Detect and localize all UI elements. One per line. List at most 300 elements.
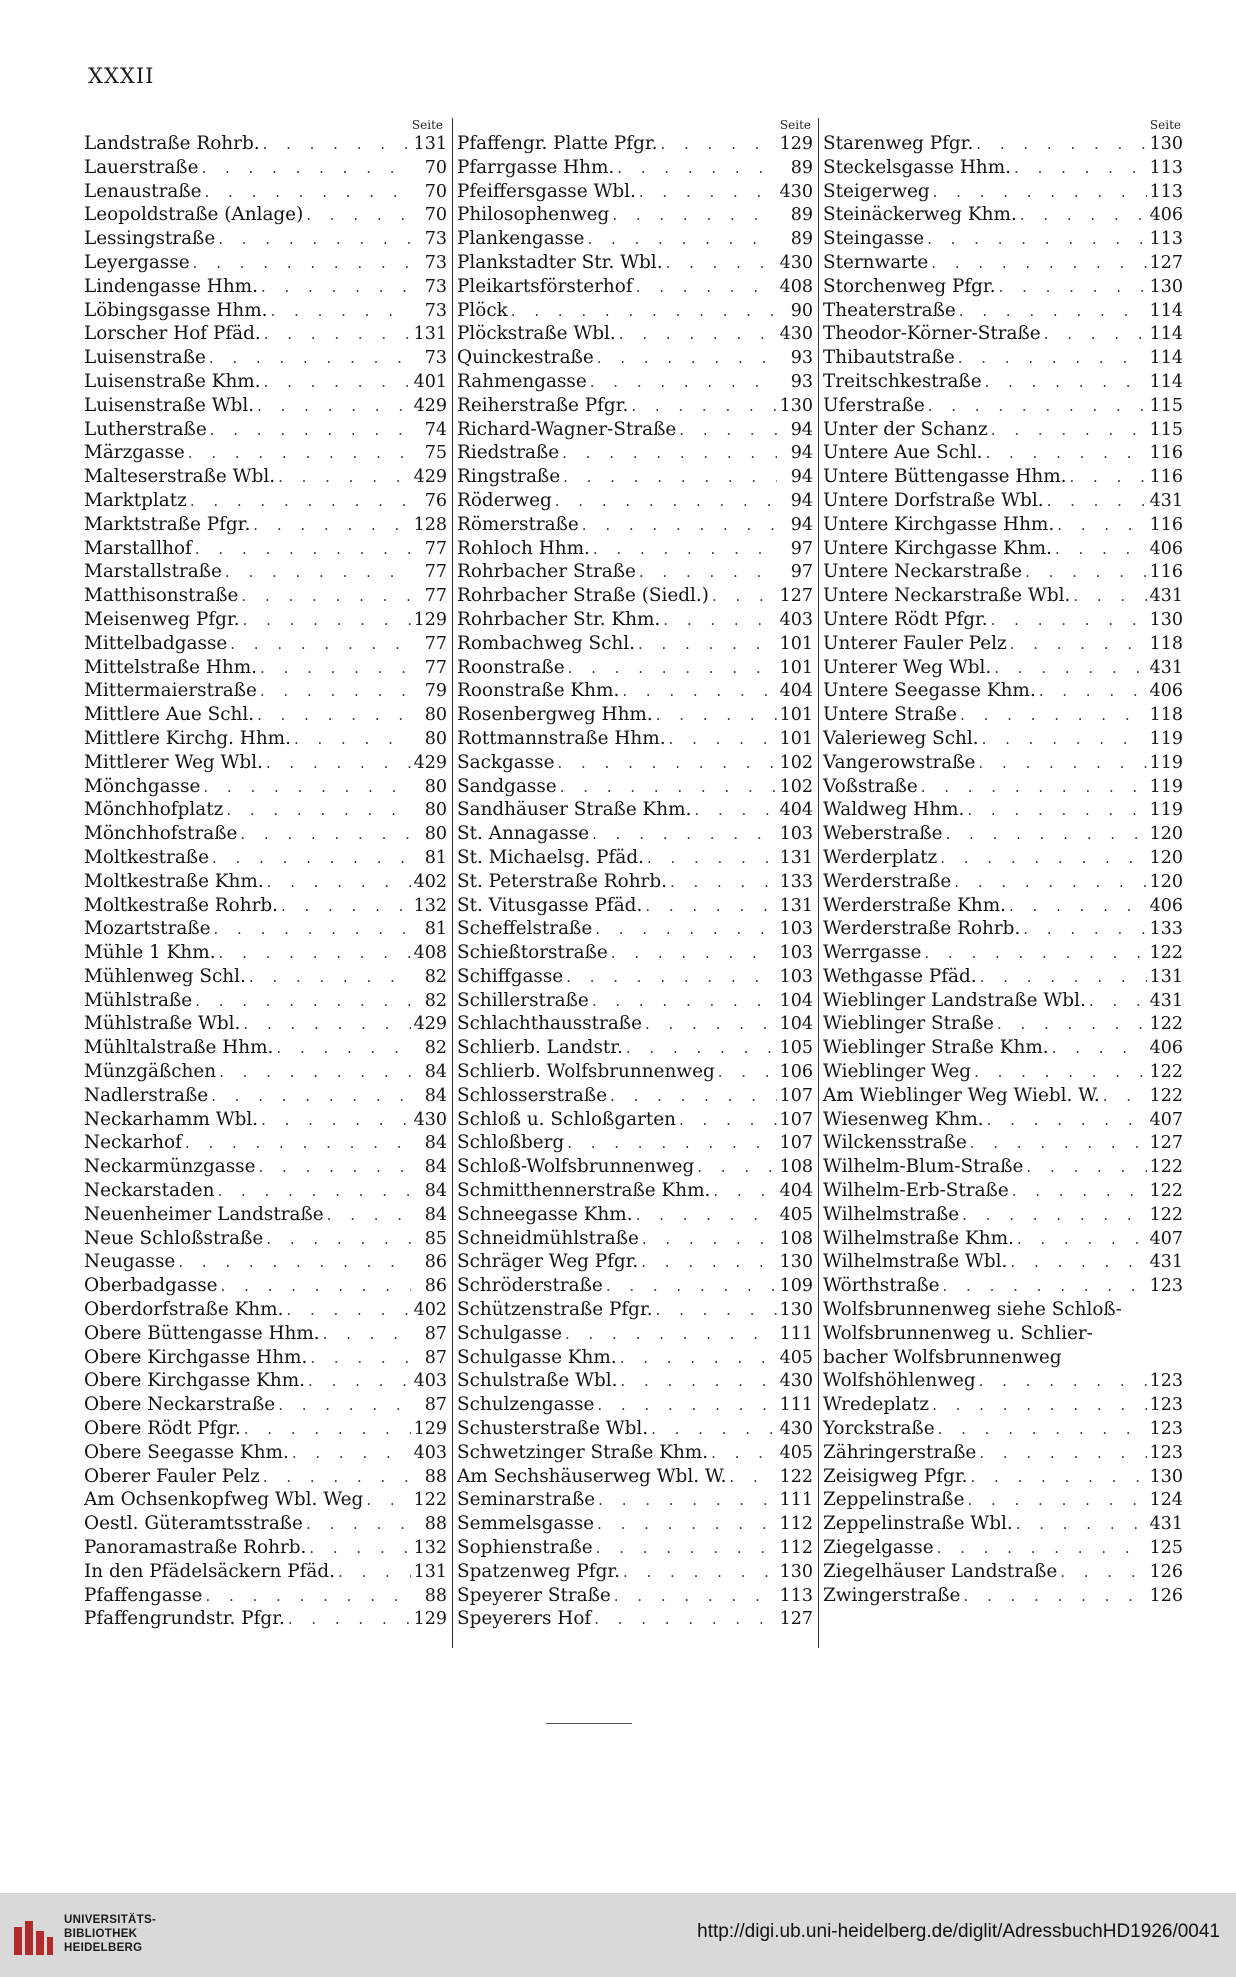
street-entry — [819, 989, 1183, 1013]
street-entry — [84, 1346, 447, 1370]
leader-dots — [258, 1109, 411, 1132]
page-reference: 431 — [1149, 490, 1183, 511]
street-name: Schneidmühlstraße — [457, 1227, 639, 1249]
leader-dots — [1067, 466, 1147, 489]
leader-dots — [710, 1180, 777, 1203]
street-entry — [453, 489, 813, 513]
page-reference: 404 — [779, 681, 813, 702]
street-index-column-2 — [452, 118, 813, 1648]
leader-dots — [216, 942, 411, 965]
leader-dots — [1006, 895, 1147, 918]
street-entry — [819, 679, 1183, 703]
leader-dots — [691, 799, 777, 822]
street-entry — [819, 1108, 1183, 1132]
street-entry — [819, 275, 1183, 299]
street-name: Mittlere Kirchg. Hhm. — [84, 727, 291, 749]
leader-dots — [590, 538, 777, 561]
library-logo-icon — [12, 1919, 54, 1957]
leader-dots — [261, 323, 411, 346]
page-reference: 106 — [779, 1062, 813, 1083]
street-name: Lenaustraße — [84, 180, 202, 202]
page-reference: 88 — [424, 1466, 447, 1487]
leader-dots — [303, 1513, 411, 1536]
page-reference: 406 — [1149, 895, 1183, 916]
leader-dots — [289, 1442, 411, 1465]
street-name: Wieblinger Straße — [823, 1013, 994, 1035]
street-name: Pfaffengasse — [84, 1584, 203, 1606]
page-reference: 129 — [413, 1609, 447, 1630]
footer-bar — [0, 1893, 1236, 1977]
page-reference: 403 — [413, 1442, 447, 1463]
street-entry — [453, 1512, 813, 1536]
leader-dots — [1054, 514, 1147, 537]
page-reference: 103 — [779, 824, 813, 845]
leader-dots — [1020, 918, 1147, 941]
street-name: Theaterstraße — [823, 299, 956, 321]
street-entry — [819, 727, 1183, 751]
street-name: Schusterstraße Wbl. — [457, 1418, 649, 1440]
street-name: Schloßberg — [457, 1132, 565, 1154]
page-reference: 114 — [1149, 324, 1183, 345]
street-entry — [819, 798, 1183, 822]
page-reference: 88 — [424, 1514, 447, 1535]
page-reference: 84 — [424, 1157, 447, 1178]
leader-dots — [261, 371, 411, 394]
street-entry — [84, 965, 447, 989]
street-entry — [819, 775, 1183, 799]
leader-dots — [653, 704, 777, 727]
page-reference: 113 — [1149, 181, 1183, 202]
street-name: Schillerstraße — [457, 989, 589, 1011]
page-reference: 85 — [424, 1228, 447, 1249]
leader-dots — [508, 300, 777, 323]
street-entry — [453, 1607, 813, 1631]
leader-dots — [218, 1275, 411, 1298]
page-reference: 122 — [1149, 1204, 1183, 1225]
street-entry — [819, 346, 1183, 370]
street-name: Oberbadgasse — [84, 1275, 218, 1297]
street-name: St. Peterstraße Rohrb. — [457, 870, 667, 892]
page-reference: 430 — [779, 1419, 813, 1440]
leader-dots — [1022, 561, 1147, 584]
street-entry — [84, 798, 447, 822]
leader-dots — [185, 442, 411, 465]
street-name: Obere Seegasse Khm. — [84, 1441, 289, 1463]
street-name: Neckarmünzgasse — [84, 1156, 256, 1178]
page-reference: 407 — [1149, 1228, 1183, 1249]
page-reference: 102 — [779, 776, 813, 797]
leader-dots — [200, 776, 411, 799]
page-reference: 108 — [779, 1228, 813, 1249]
page-reference: 404 — [779, 1181, 813, 1202]
page-reference: 82 — [424, 990, 447, 1011]
page-reference: 132 — [413, 1538, 447, 1559]
street-entry — [84, 1322, 447, 1346]
street-name: Am Wieblinger Weg Wiebl. W. — [823, 1084, 1100, 1106]
page-reference: 406 — [1149, 205, 1183, 226]
leader-dots — [951, 871, 1147, 894]
leader-dots — [594, 1394, 777, 1417]
street-name: Werderstraße Rohrb. — [823, 918, 1021, 940]
leader-dots — [1009, 1180, 1147, 1203]
street-entry — [84, 727, 447, 751]
page-reference: 126 — [1149, 1585, 1183, 1606]
page-reference: 402 — [413, 871, 447, 892]
page-reference: 127 — [1149, 1133, 1183, 1154]
street-name: Weberstraße — [823, 823, 943, 845]
leader-dots — [635, 633, 777, 656]
street-entry — [819, 1274, 1183, 1298]
street-name: Speyerers Hof — [457, 1608, 592, 1630]
street-entry — [819, 751, 1183, 775]
leader-dots — [984, 1109, 1147, 1132]
page-reference: 104 — [779, 990, 813, 1011]
street-name: Schlachthausstraße — [457, 1013, 642, 1035]
street-name: Neugasse — [84, 1251, 176, 1273]
leader-dots — [943, 823, 1148, 846]
street-name: Matthisonstraße — [84, 585, 239, 607]
leader-dots — [254, 704, 411, 727]
street-name: Plöckstraße Wbl. — [457, 323, 616, 345]
page-reference: 116 — [1149, 467, 1183, 488]
page-reference: 112 — [779, 1514, 813, 1535]
street-entry — [453, 1012, 813, 1036]
leader-dots — [216, 1061, 411, 1084]
street-name: Am Sechshäuserweg Wbl. W. — [457, 1465, 727, 1487]
page-reference: 84 — [424, 1181, 447, 1202]
leader-dots — [726, 1466, 777, 1489]
street-entry — [819, 1155, 1183, 1179]
street-entry — [84, 632, 447, 656]
street-name: Wieblinger Landstraße Wbl. — [823, 989, 1086, 1011]
street-name: Mittermaierstraße — [84, 680, 257, 702]
leader-dots — [275, 466, 411, 489]
street-entry — [84, 537, 447, 561]
street-entry — [84, 1488, 447, 1512]
street-entry — [453, 251, 813, 275]
street-entry — [819, 941, 1183, 965]
street-entry — [84, 299, 447, 323]
street-name: Oberer Fauler Pelz — [84, 1465, 260, 1487]
street-name: Untere Neckarstraße Wbl. — [823, 585, 1071, 607]
leader-dots — [363, 1489, 411, 1512]
street-name: Schulzengasse — [457, 1394, 595, 1416]
street-entry — [84, 251, 447, 275]
street-entry — [819, 584, 1183, 608]
column-header: Seite — [411, 118, 443, 132]
street-name: Unter der Schanz — [823, 418, 988, 440]
page-reference: 123 — [1149, 1419, 1183, 1440]
leader-dots — [589, 823, 777, 846]
street-entry — [84, 917, 447, 941]
leader-dots — [644, 847, 777, 870]
page-reference: 86 — [424, 1252, 447, 1273]
street-name: Nadlerstraße — [84, 1084, 209, 1106]
leader-dots — [1007, 633, 1147, 656]
leader-dots — [937, 847, 1147, 870]
leader-dots — [975, 752, 1147, 775]
street-name: Lindengasse Hhm. — [84, 275, 258, 297]
street-name: Scheffelstraße — [457, 918, 593, 940]
leader-dots — [928, 252, 1147, 275]
street-name: Pfaffengr. Platte Pfgr. — [457, 133, 658, 154]
page-reference: 122 — [779, 1466, 813, 1487]
street-name: Yorckstraße — [823, 1418, 935, 1440]
leader-dots — [988, 419, 1147, 442]
street-index-column-1 — [84, 118, 447, 1648]
library-name — [64, 1913, 156, 1955]
street-entry — [84, 1108, 447, 1132]
street-entry — [84, 1393, 447, 1417]
page-reference: 116 — [1149, 514, 1183, 535]
street-name: Schulgasse — [457, 1322, 562, 1344]
leader-dots — [257, 680, 411, 703]
street-name: Semmelsgasse — [457, 1513, 595, 1535]
page-reference: 70 — [424, 205, 447, 226]
page-reference: 73 — [424, 229, 447, 250]
street-name: Richard-Wagner-Straße — [457, 418, 677, 440]
street-name: Neue Schloßstraße — [84, 1227, 264, 1249]
street-name: Schneegasse Khm. — [457, 1203, 633, 1225]
street-name: Unterer Fauler Pelz — [823, 632, 1007, 654]
street-entry — [453, 870, 813, 894]
page-reference: 93 — [790, 371, 813, 392]
leader-dots — [260, 1466, 411, 1489]
page-reference: 119 — [1149, 776, 1183, 797]
street-name: Rottmannstraße Hhm. — [457, 727, 666, 749]
leader-dots — [996, 276, 1147, 299]
street-name: Luisenstraße Khm. — [84, 370, 261, 392]
street-name: Voßstraße — [823, 775, 918, 797]
street-entry — [453, 679, 813, 703]
street-name: Lorscher Hof Pfäd. — [84, 323, 261, 345]
street-entry — [819, 846, 1183, 870]
street-entry — [453, 1274, 813, 1298]
street-name: Rohrbacher Straße (Siedl.) — [457, 585, 709, 607]
street-entry — [819, 1465, 1183, 1489]
page-reference: 115 — [1149, 395, 1183, 416]
street-entry — [819, 132, 1183, 156]
page-reference: 122 — [1149, 1157, 1183, 1178]
page-reference: 404 — [779, 800, 813, 821]
leader-dots — [653, 1299, 777, 1322]
street-name: Mittelstraße Hhm. — [84, 656, 258, 678]
street-entry — [453, 322, 813, 346]
leader-dots — [940, 1275, 1147, 1298]
street-name: Philosophenweg — [457, 204, 610, 226]
street-entry — [453, 537, 813, 561]
leader-dots — [591, 1608, 777, 1631]
leader-dots — [565, 657, 777, 680]
street-name: Sackgasse — [457, 751, 555, 773]
source-url-link[interactable]: http://digi.ub.uni-heidelberg.de/diglit/AdressbuchHD1926/0041 — [697, 1921, 1220, 1942]
street-entry — [84, 1036, 447, 1060]
street-name: Wilhelm-Erb-Straße — [823, 1180, 1009, 1202]
street-name: Ringstraße — [457, 466, 561, 488]
street-entry — [453, 1227, 813, 1251]
leader-dots — [964, 799, 1147, 822]
street-entry — [453, 917, 813, 941]
street-entry — [453, 656, 813, 680]
street-name: Wredeplatz — [823, 1394, 930, 1416]
leader-dots — [560, 466, 777, 489]
street-entry — [84, 1012, 447, 1036]
street-name: Steigerweg — [823, 180, 930, 202]
entry-list — [819, 132, 1183, 1607]
street-name: Werderplatz — [823, 846, 938, 868]
street-name: Wethgasse Pfäd. — [823, 965, 977, 987]
street-entry — [453, 513, 813, 537]
page-reference: 94 — [790, 443, 813, 464]
street-entry — [819, 656, 1183, 680]
leader-dots — [579, 514, 777, 537]
leader-dots — [660, 609, 777, 632]
street-entry — [819, 1203, 1183, 1227]
page-reference: 77 — [424, 633, 447, 654]
leader-dots — [595, 1489, 777, 1512]
street-entry — [453, 441, 813, 465]
page-reference: 105 — [779, 1038, 813, 1059]
leader-dots — [666, 728, 777, 751]
leader-dots — [278, 895, 411, 918]
street-entry — [819, 1441, 1183, 1465]
street-entry — [84, 465, 447, 489]
street-name: Oberdorfstraße Khm. — [84, 1299, 284, 1321]
street-name: Wilckensstraße — [823, 1132, 967, 1154]
leader-dots — [960, 1585, 1147, 1608]
leader-dots — [607, 1085, 777, 1108]
leader-dots — [642, 1013, 777, 1036]
street-name: Zeppelinstraße — [823, 1489, 965, 1511]
street-name: Wolfsbrunnenweg u. Schlier- — [823, 1322, 1093, 1344]
street-entry — [453, 1369, 813, 1393]
leader-dots — [256, 1156, 412, 1179]
street-entry — [453, 798, 813, 822]
street-entry — [819, 1536, 1183, 1560]
leader-dots — [1036, 680, 1147, 703]
page-reference: 120 — [1149, 871, 1183, 892]
leader-dots — [241, 1418, 411, 1441]
leader-dots — [240, 1013, 411, 1036]
leader-dots — [206, 347, 411, 370]
page-reference: 84 — [424, 1133, 447, 1154]
street-name: Röderweg — [457, 489, 552, 511]
street-entry — [453, 1560, 813, 1584]
page-reference: 129 — [779, 134, 813, 154]
page-reference: 124 — [1149, 1490, 1183, 1511]
street-name: Mönchgasse — [84, 775, 201, 797]
page-reference: 101 — [779, 705, 813, 726]
street-entry — [84, 1512, 447, 1536]
street-entry — [84, 775, 447, 799]
page-reference: 74 — [424, 419, 447, 440]
leader-dots — [617, 1347, 777, 1370]
page-reference: 77 — [424, 657, 447, 678]
street-name: Reiherstraße Pfgr. — [457, 394, 629, 416]
page-reference: 114 — [1149, 300, 1183, 321]
leader-dots — [623, 1037, 777, 1060]
street-entry — [84, 180, 447, 204]
page-reference: 113 — [1149, 157, 1183, 178]
street-entry — [84, 322, 447, 346]
street-entry — [453, 275, 813, 299]
leader-dots — [636, 181, 777, 204]
street-name: Zähringerstraße — [823, 1441, 977, 1463]
page-reference: 401 — [413, 371, 447, 392]
page-reference: 431 — [1149, 657, 1183, 678]
page-reference: 405 — [779, 1347, 813, 1368]
leader-dots — [260, 133, 411, 156]
page-reference: 122 — [1149, 1014, 1183, 1035]
leader-dots — [264, 871, 411, 894]
street-name: Steckelsgasse Hhm. — [823, 156, 1012, 178]
street-name: Neckarhamm Wbl. — [84, 1108, 259, 1130]
street-entry — [453, 727, 813, 751]
page-reference: 429 — [413, 467, 447, 488]
page-reference: 109 — [779, 1276, 813, 1297]
leader-dots — [667, 871, 777, 894]
street-name: Roonstraße — [457, 656, 565, 678]
page-reference: 114 — [1149, 371, 1183, 392]
page-reference: 405 — [779, 1442, 813, 1463]
street-entry — [453, 1036, 813, 1060]
street-name: Untere Seegasse Khm. — [823, 680, 1036, 702]
street-entry — [819, 156, 1183, 180]
page-reference: 126 — [1149, 1561, 1183, 1582]
leader-dots — [934, 1537, 1147, 1560]
leader-dots — [557, 776, 777, 799]
page-reference: 101 — [779, 657, 813, 678]
street-entry — [84, 846, 447, 870]
page-reference: 112 — [779, 1538, 813, 1559]
page-reference: 123 — [1149, 1371, 1183, 1392]
leader-dots — [246, 966, 411, 989]
street-name: Landstraße Rohrb. — [84, 133, 260, 154]
street-entry — [453, 608, 813, 632]
street-entry — [84, 441, 447, 465]
leader-dots — [305, 1370, 411, 1393]
street-entry — [84, 489, 447, 513]
page-reference: 119 — [1149, 800, 1183, 821]
street-name: Pfeiffersgasse Wbl. — [457, 180, 636, 202]
street-name: Valerieweg Schl. — [823, 727, 979, 749]
street-name: Neckarhof — [84, 1132, 182, 1154]
street-name: Untere Dorfstraße Wbl. — [823, 489, 1044, 511]
street-name: Luisenstraße — [84, 347, 206, 369]
street-index-column-3 — [818, 118, 1183, 1648]
street-entry — [819, 1417, 1183, 1441]
street-name: bacher Wolfsbrunnenweg — [823, 1346, 1062, 1368]
page-reference: 89 — [790, 157, 813, 178]
leader-dots — [594, 1513, 777, 1536]
page-reference: 80 — [424, 824, 447, 845]
leader-dots — [192, 538, 411, 561]
street-entry — [453, 418, 813, 442]
street-name: Untere Straße — [823, 704, 958, 726]
leader-dots — [616, 323, 777, 346]
street-entry — [84, 608, 447, 632]
street-entry — [84, 870, 447, 894]
street-entry — [819, 203, 1183, 227]
page-reference: 407 — [1149, 1109, 1183, 1130]
page-reference: 102 — [779, 752, 813, 773]
street-name: Untere Rödt Pfgr. — [823, 608, 988, 630]
street-name: Oestl. Güteramtsstraße — [84, 1513, 303, 1535]
street-entry — [453, 1298, 813, 1322]
leader-dots — [967, 1466, 1147, 1489]
street-name: Märzgasse — [84, 442, 185, 464]
page-reference: 429 — [413, 752, 447, 773]
